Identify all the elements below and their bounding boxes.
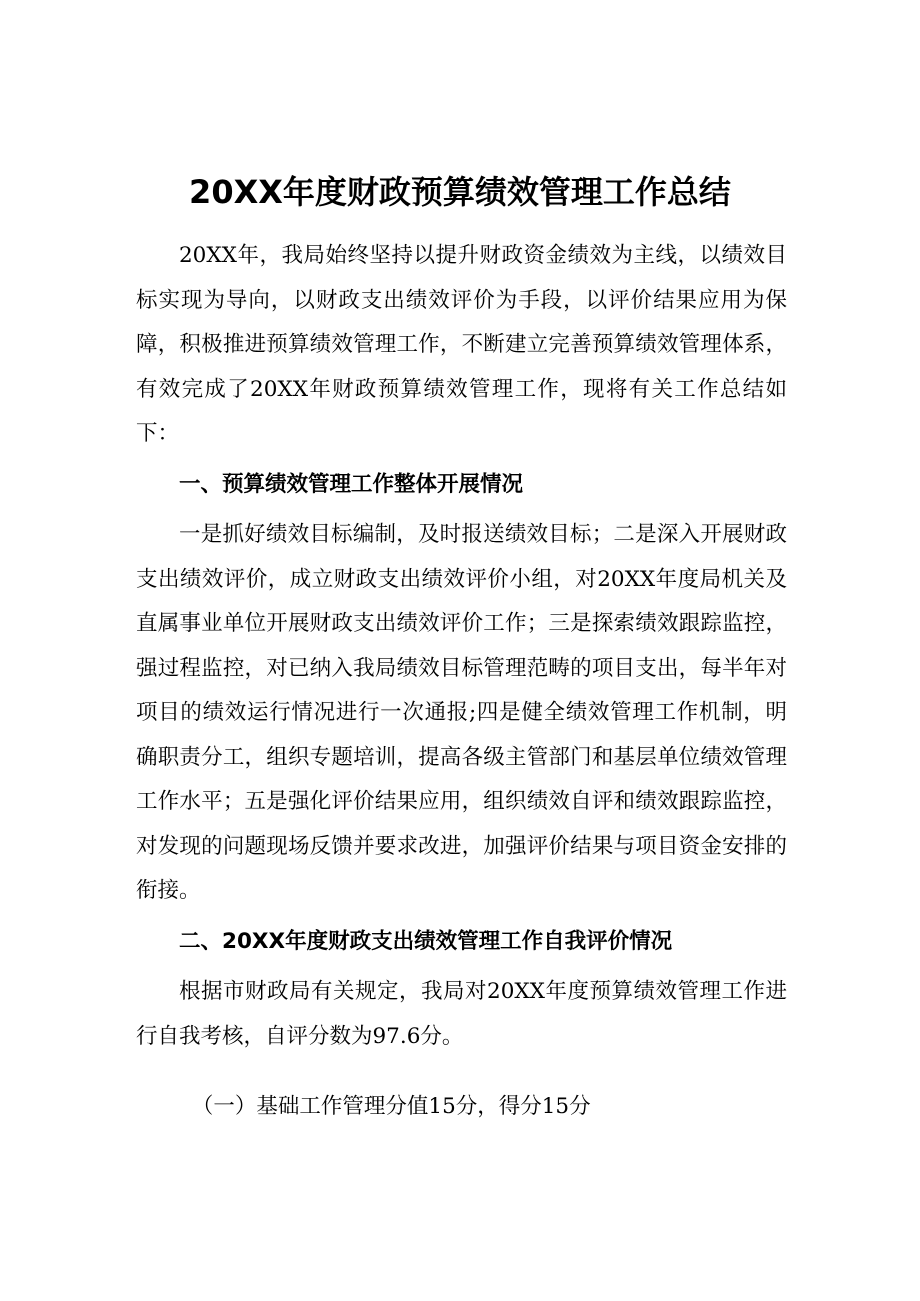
section-1-paragraph: 一是抓好绩效目标编制，及时报送绩效目标；二是深入开展财政支出绩效评价，成立财政支出绩效评价小组，对20XX年度局机关及直属事业单位开展财政支出绩效评价工作；三是探索绩效跟踪监控，强过程监控，对已纳入我局绩效目标管理范畴的项目支出，每半年对项目的绩效运行情况进行一次通报;四是健全绩效管理工作机制，明确职责分工，组织专题培训，提高各级主管部门和基层单位绩效管理工作水平；五是强化评价结果应用，组织绩效自评和绩效跟踪监控，对发现的问题现场反馈并要求改进，加强评价结果与项目资金安排的衔接。 — [136, 522, 787, 903]
intro-paragraph: 20XX年，我局始终坚持以提升财政资金绩效为主线，以绩效目标实现为导向，以财政支出绩效评价为手段，以评价结果应用为保障，积极推进预算绩效管理工作，不断建立完善预算绩效管理体系，有效完成了20XX年财政预算绩效管理工作，现将有关工作总结如下： — [136, 243, 787, 446]
section-heading-2: 二、20XX年度财政支出绩效管理工作自我评价情况 — [179, 928, 673, 954]
subsection-heading-1: （一）基础工作管理分值15分，得分15分 — [191, 1094, 591, 1119]
document-body — [136, 234, 787, 1130]
section-2-paragraph: 根据市财政局有关规定，我局对20XX年度预算绩效管理工作进行自我考核，自评分数为97.6分。 — [136, 979, 787, 1049]
document-title: 20XX年度财政预算绩效管理工作总结 — [189, 173, 731, 211]
section-heading-1: 一、预算绩效管理工作整体开展情况 — [179, 471, 524, 497]
